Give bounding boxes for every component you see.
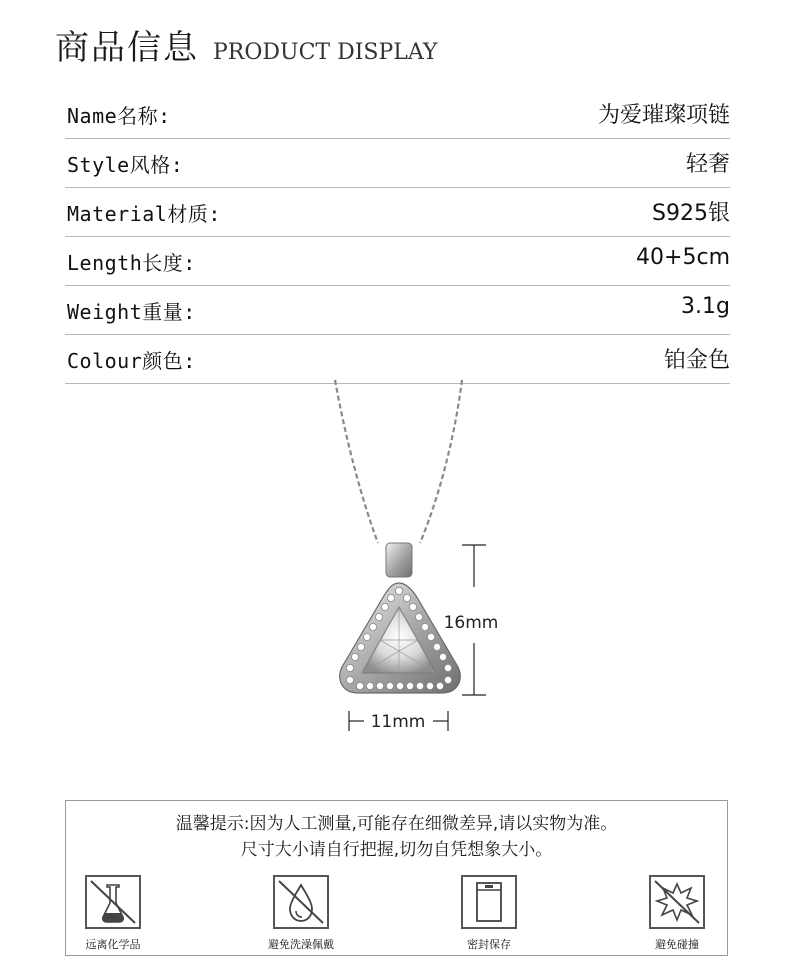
spec-label: Material材质: [67, 202, 221, 226]
bail [386, 543, 412, 577]
height-label: 16mm [443, 613, 499, 633]
spec-label: Length长度: [67, 251, 196, 275]
spec-value: S925银 [652, 201, 730, 226]
spec-row-weight [65, 286, 730, 335]
page-title: 商品信息 [55, 28, 199, 68]
care-label: 密封保存 [467, 938, 511, 951]
notice-line-2: 尺寸大小请自行把握,切勿自凭想象大小。 [240, 840, 553, 860]
width-label: 11mm [370, 712, 426, 732]
spec-row-material [65, 188, 730, 237]
care-label: 避免碰撞 [655, 938, 699, 951]
spec-label: Weight重量: [67, 300, 196, 324]
spec-value: 3.1g [681, 294, 730, 319]
notice-line-1: 温馨提示:因为人工测量,可能存在细微差异,请以实物为准。 [175, 814, 618, 834]
care-label: 远离化学品 [85, 938, 141, 951]
care-label: 避免洗澡佩戴 [268, 938, 334, 951]
care-item-water [256, 873, 346, 952]
spec-row-style [65, 139, 730, 188]
care-item-collision [632, 873, 722, 952]
page-header [55, 20, 438, 68]
spec-label: Colour颜色: [67, 349, 196, 373]
spec-value: 40+5cm [636, 245, 730, 270]
spec-row-name [65, 90, 730, 139]
no-collision-icon [647, 873, 707, 931]
sealed-storage-icon [459, 873, 519, 931]
chain [335, 380, 462, 543]
care-notice-box [65, 800, 728, 956]
spec-table [65, 90, 730, 384]
care-item-storage [444, 873, 534, 952]
no-chemicals-icon [83, 873, 143, 931]
care-item-chemicals [68, 873, 158, 952]
spec-value: 铂金色 [663, 348, 730, 373]
product-image [290, 375, 520, 745]
spec-value: 为爱璀璨项链 [597, 103, 730, 128]
no-water-icon [271, 873, 331, 931]
spec-value: 轻奢 [685, 152, 730, 177]
notice-text [66, 811, 727, 863]
spec-label: Style风格: [67, 153, 184, 177]
page-subtitle: PRODUCT DISPLAY [213, 40, 438, 65]
spec-row-length [65, 237, 730, 286]
spec-label: Name名称: [67, 104, 171, 128]
